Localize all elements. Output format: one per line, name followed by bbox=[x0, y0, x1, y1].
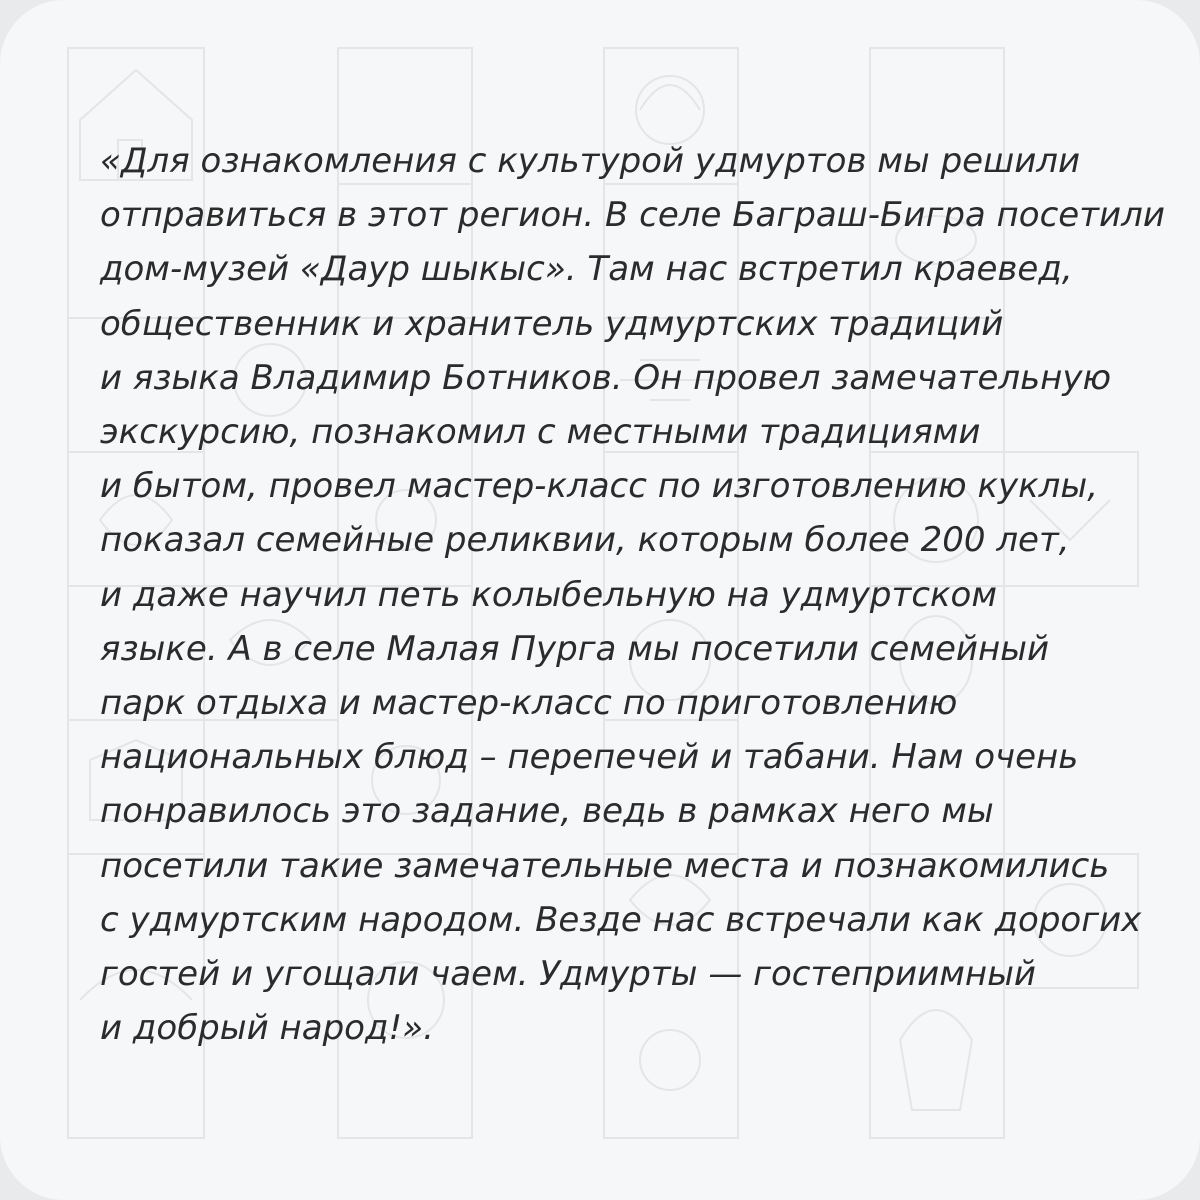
quote-line: показал семейные реликвии, которым более 200 лет, bbox=[100, 520, 1070, 561]
quote-line: экскурсию, познакомил с местными традициями bbox=[100, 412, 981, 453]
quote-line: национальных блюд – перепечей и табани. Нам очень bbox=[100, 737, 1079, 778]
quote-line: с удмуртским народом. Везде нас встречали как дорогих bbox=[100, 899, 1142, 940]
quote-line: общественник и хранитель удмуртских традиций bbox=[100, 303, 1004, 344]
quote-line: и бытом, провел мастер-класс по изготовлению куклы, bbox=[100, 466, 1099, 507]
quote-line: посетили такие замечательные места и познакомились bbox=[100, 845, 1110, 886]
quote-line: и даже научил петь колыбельную на удмуртском bbox=[100, 574, 997, 615]
quote-text bbox=[100, 134, 1165, 1055]
quote-line: «Для ознакомления с культурой удмуртов мы решили bbox=[100, 141, 1081, 181]
quote-line: понравилось это задание, ведь в рамках него мы bbox=[100, 791, 994, 832]
quote-line: языке. А в селе Малая Пурга мы посетили семейный bbox=[100, 628, 1050, 669]
quote-line: гостей и угощали чаем. Удмурты — гостеприимный bbox=[100, 954, 1037, 995]
quote-line: дом-музей «Даур шыкыс». Там нас встретил краевед, bbox=[100, 249, 1073, 290]
quote-line: отправиться в этот регион. В селе Баграш-Бигра посетили bbox=[100, 195, 1165, 236]
quote-line: парк отдыха и мастер-класс по приготовлению bbox=[100, 683, 958, 724]
quote-line: и добрый народ!». bbox=[100, 1008, 434, 1049]
quote-line: и языка Владимир Ботников. Он провел замечательную bbox=[100, 357, 1112, 398]
